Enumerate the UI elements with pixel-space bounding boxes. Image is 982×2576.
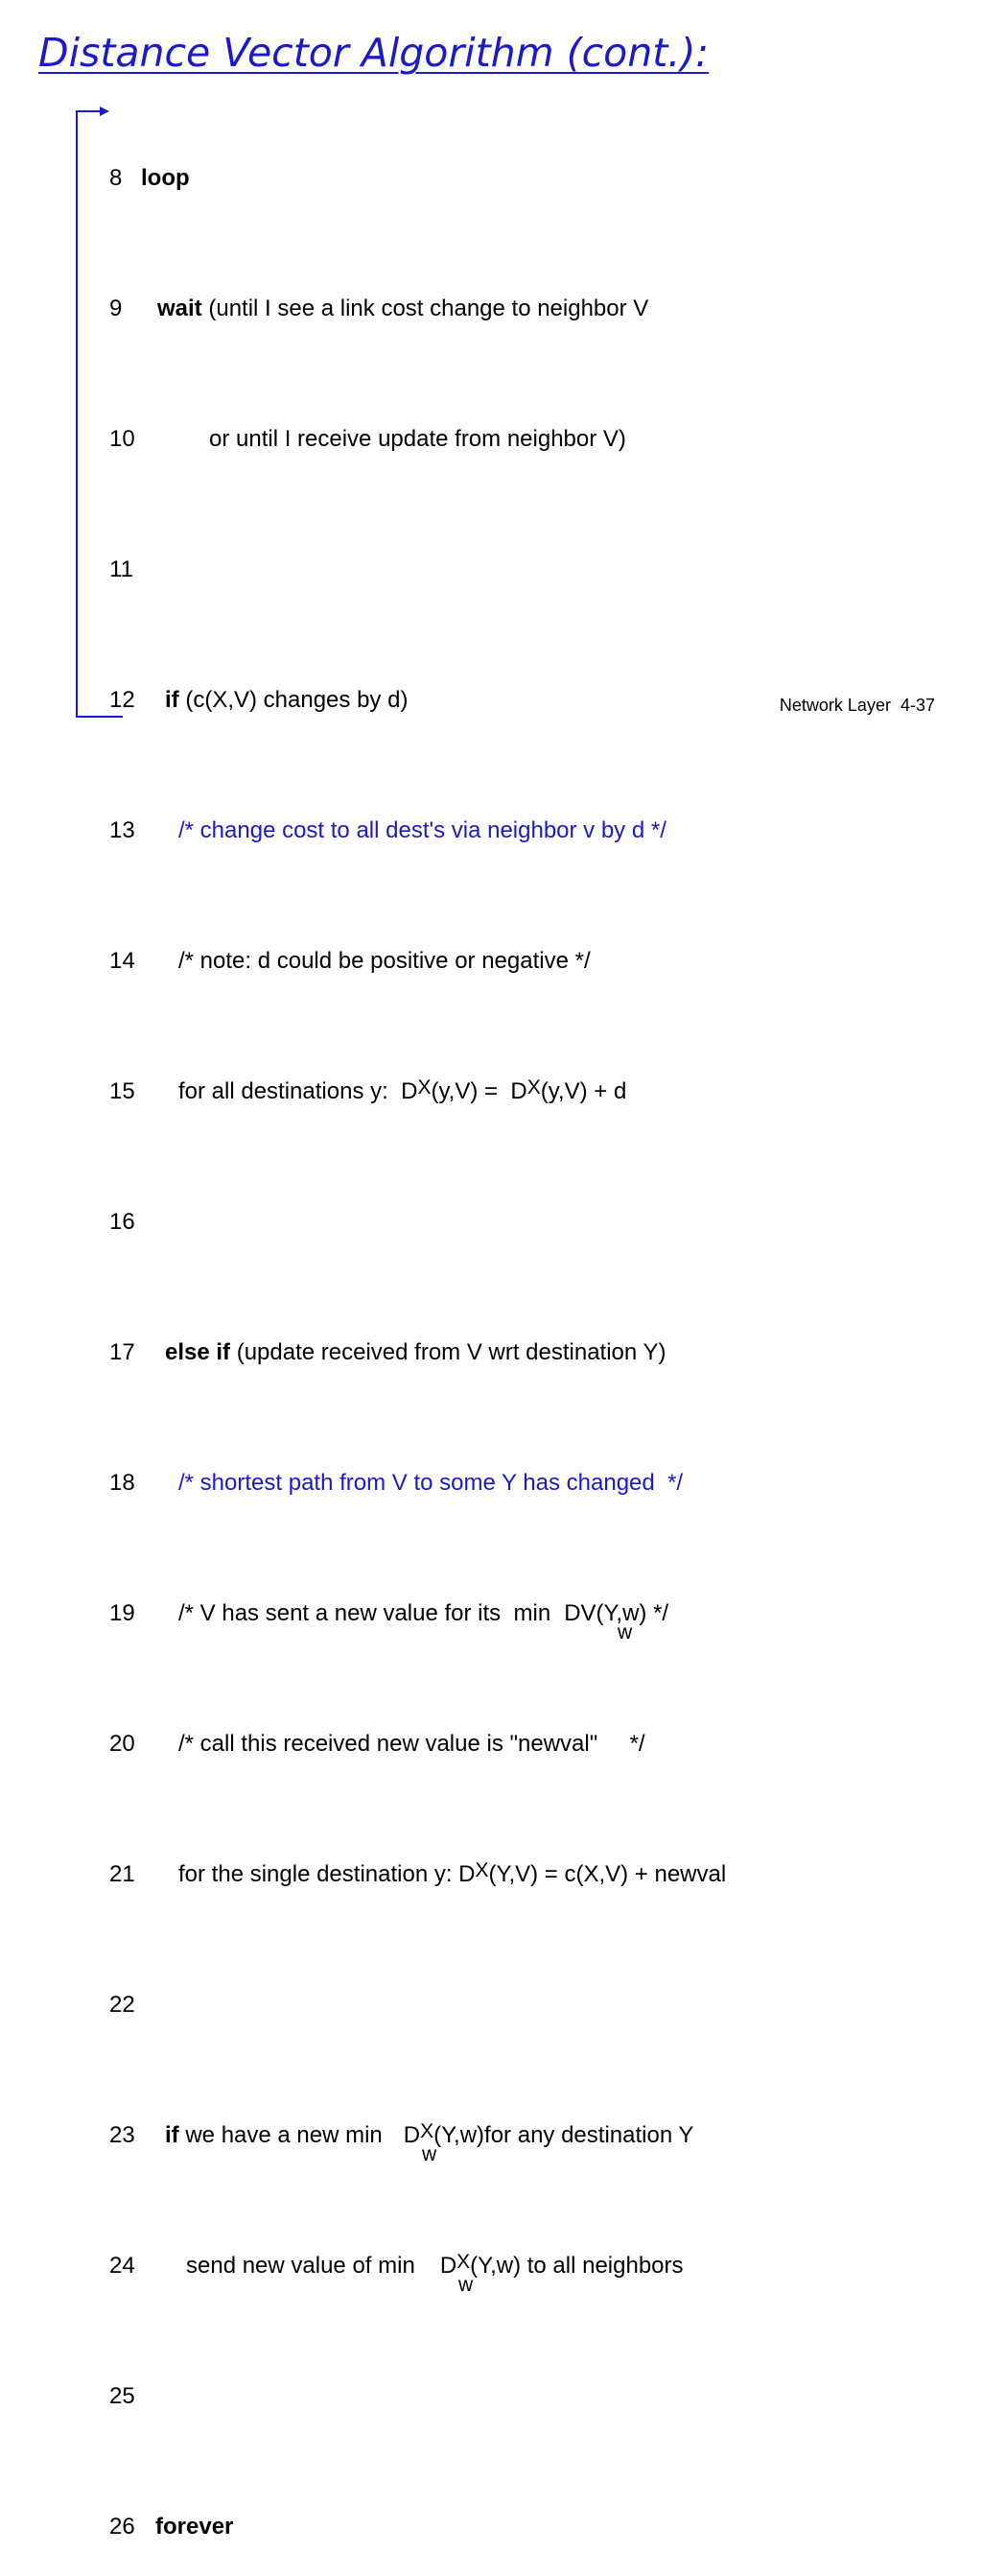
- code-line: 14 /* note: d could be positive or negative */: [109, 948, 591, 974]
- footer-section: Network Layer: [779, 696, 891, 715]
- code-line: 26 forever: [109, 2514, 234, 2540]
- code-line: 18 /* shortest path from V to some Y has changed */: [109, 1470, 684, 1496]
- code-line: 8 loop: [109, 165, 190, 191]
- code-line: 9 wait (until I see a link cost change to neighbor V: [109, 295, 649, 321]
- slide-title: Distance Vector Algorithm (cont.):: [38, 30, 710, 76]
- code-line: 12 if (c(X,V) changes by d): [109, 687, 409, 713]
- code-line: 16: [109, 1209, 135, 1235]
- pseudocode: [109, 97, 727, 2576]
- code-line: 21 for the single destination y: DX(Y,V) = c(X,V) + newval: [109, 1859, 727, 1887]
- code-line: 15 for all destinations y: DX(y,V) = DX(y,V) + d: [109, 1076, 627, 1104]
- code-line: 20 /* call this received new value is "newval" */: [109, 1731, 645, 1757]
- footer-page-number: 4-37: [900, 696, 935, 715]
- code-line: 10 or until I receive update from neighbor V): [109, 426, 626, 452]
- code-line: 25: [109, 2383, 135, 2409]
- code-line: 17 else if (update received from V wrt destination Y): [109, 1339, 666, 1365]
- code-line: 24 send new value of min DX(Y,w) to all neighbors w: [109, 2251, 684, 2296]
- code-line: 19 /* V has sent a new value for its min DV(Y,w) */ w: [109, 1600, 669, 1643]
- slide-footer: [780, 696, 935, 716]
- code-line: 23 if we have a new min DX(Y,w)for any destination Y w: [109, 2120, 694, 2165]
- code-line: 11: [109, 556, 133, 582]
- code-line: 13 /* change cost to all dest's via neighbor v by d */: [109, 817, 666, 843]
- code-line: 22: [109, 1992, 135, 2018]
- loop-arrow: [0, 0, 982, 737]
